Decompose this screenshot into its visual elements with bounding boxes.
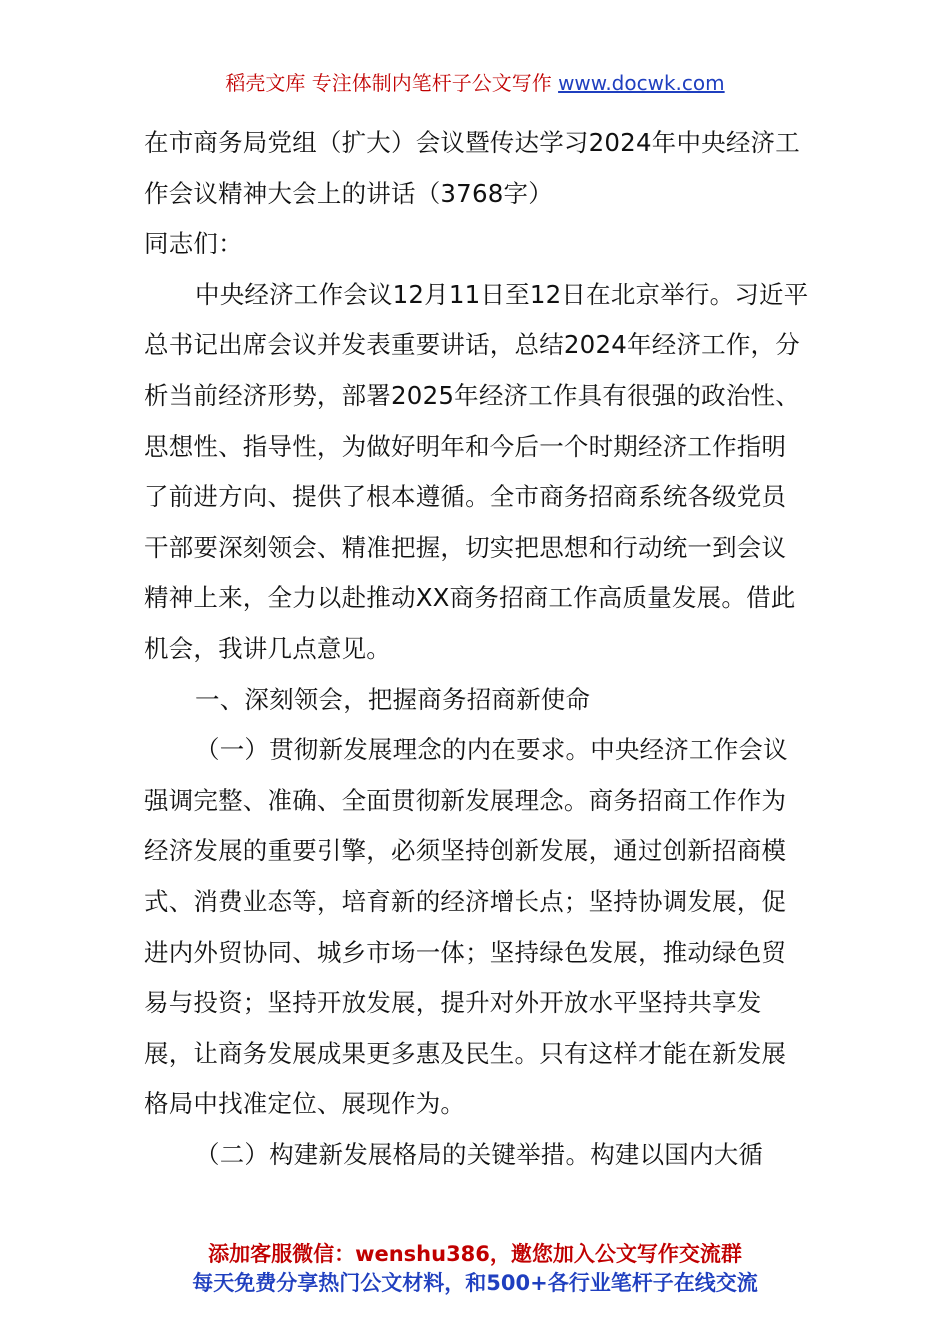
salutation: 同志们： — [144, 229, 243, 259]
watermark-footer — [0, 1240, 950, 1298]
footer-suffix: ，邀您加入公文写作交流群 — [489, 1242, 742, 1266]
brand-text: 稻壳文库 专注体制内笔杆子公文写作 — [225, 71, 559, 95]
document-title: 在市商务局党组（扩大）会议暨传达学习2024年中央经济工作会议精神大会上的讲话（3768字） — [144, 128, 800, 208]
footer-line-2: 每天免费分享热门公文材料，和500+各行业笔杆子在线交流 — [192, 1271, 758, 1295]
document-body — [144, 118, 810, 1180]
paragraph-subsection-1: （一）贯彻新发展理念的内在要求。中央经济工作会议强调完整、准确、全面贯彻新发展理念。商务招商工作作为经济发展的重要引擎，必须坚持创新发展，通过创新招商模式、消费业态等，培育新的经济增长点；坚持协调发展，促进内外贸协同、城乡市场一体；坚持绿色发展，推动绿色贸易与投资；坚持开放发展，提升对外开放水平坚持共享发展，让商务发展成果更多惠及民生。只有这样才能在新发展格局中找准定位、展现作为。 — [144, 735, 788, 1119]
watermark-header — [0, 68, 950, 98]
website-link[interactable]: www.docwk.com — [558, 71, 725, 95]
footer-line-1 — [0, 1240, 950, 1269]
wechat-id: wenshu386 — [355, 1242, 490, 1266]
paragraph-subsection-2: （二）构建新发展格局的关键举措。构建以国内大循 — [195, 1139, 764, 1169]
section-heading-1: 一、深刻领会，把握商务招商新使命 — [195, 684, 591, 714]
paragraph-intro: 中央经济工作会议12月11日至12日在北京举行。习近平总书记出席会议并发表重要讲话，总结2024年经济工作，分析当前经济形势，部署2025年经济工作具有很强的政治性、思想性、指导性，为做好明年和今后一个时期经济工作指明了前进方向、提供了根本遵循。全市商务招商系统各级党员干部要深刻领会、精准把握，切实把思想和行动统一到会议精神上来，全力以赴推动XX商务招商工作高质量发展。借此机会，我讲几点意见。 — [144, 279, 809, 663]
footer-prefix: 添加客服微信： — [208, 1242, 356, 1266]
